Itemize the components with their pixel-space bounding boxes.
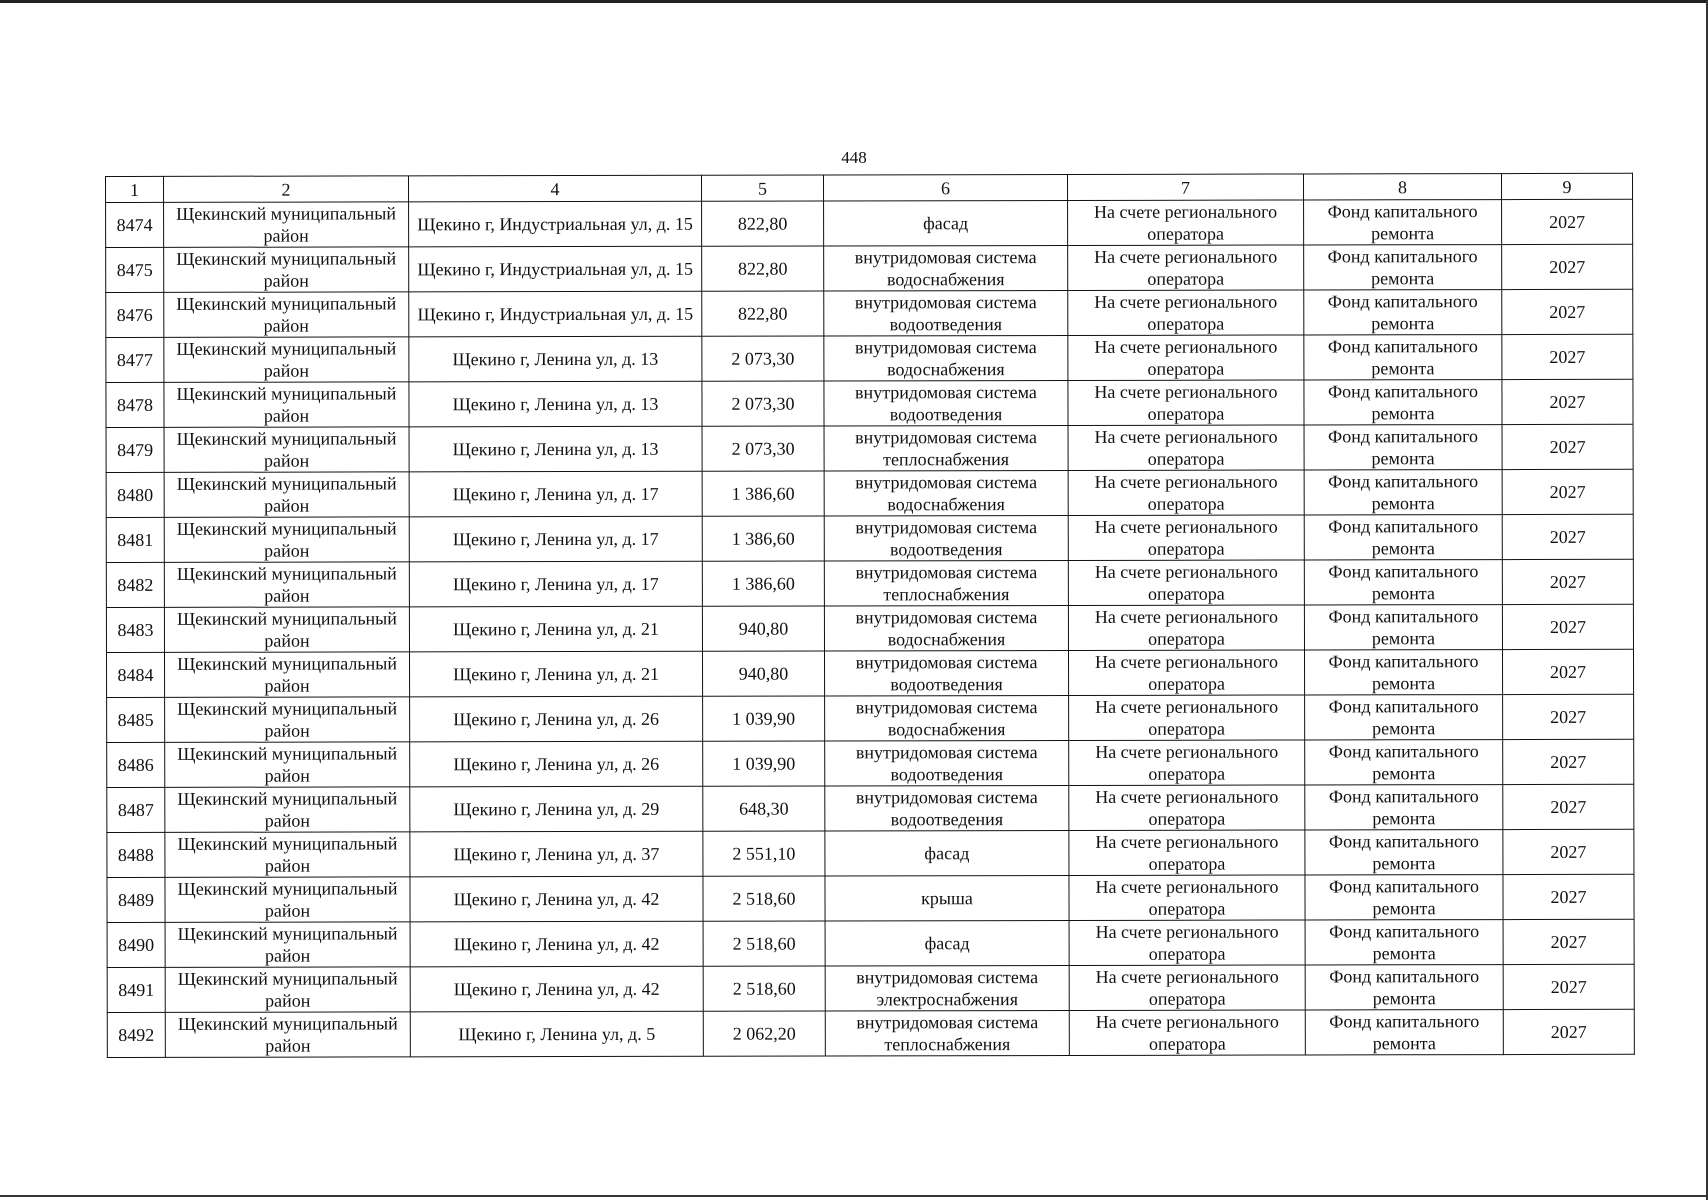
table-row	[107, 919, 1634, 967]
fund-cell: Фонд капитального ремонта	[1304, 470, 1502, 515]
work-type-cell: внутридомовая система водоотведения	[824, 515, 1068, 561]
district-cell: Щекинский муниципальный район	[165, 967, 410, 1013]
table-body	[106, 199, 1635, 1057]
address-cell: Щекино г, Ленина ул, д. 42	[410, 966, 703, 1012]
work-type-cell: внутридомовая система теплоснабжения	[825, 1010, 1069, 1056]
address-cell: Щекино г, Индустриальная ул, д. 15	[409, 246, 702, 292]
year-cell: 2027	[1503, 919, 1634, 964]
work-type-cell: внутридомовая система теплоснабжения	[824, 425, 1068, 471]
area-cell: 822,80	[702, 246, 824, 291]
address-cell: Щекино г, Ленина ул, д. 17	[409, 516, 702, 562]
row-number-cell: 8479	[106, 427, 164, 472]
area-cell: 822,80	[702, 201, 824, 246]
account-cell: На счете регионального оператора	[1068, 605, 1304, 650]
fund-cell: Фонд капитального ремонта	[1304, 560, 1502, 605]
year-cell: 2027	[1502, 604, 1633, 649]
row-number-cell: 8486	[107, 742, 165, 787]
year-cell: 2027	[1502, 649, 1633, 694]
account-cell: На счете регионального оператора	[1069, 875, 1305, 920]
table-row	[106, 514, 1633, 562]
column-number-row	[106, 173, 1633, 202]
table-row	[107, 739, 1634, 787]
address-cell: Щекино г, Ленина ул, д. 42	[410, 876, 703, 922]
district-cell: Щекинский муниципальный район	[164, 292, 409, 338]
table-row	[106, 379, 1633, 427]
address-cell: Щекино г, Ленина ул, д. 37	[410, 831, 703, 877]
account-cell: На счете регионального оператора	[1069, 740, 1305, 785]
column-header: 4	[409, 175, 702, 202]
column-header: 8	[1303, 174, 1501, 200]
fund-cell: Фонд капитального ремонта	[1305, 875, 1503, 920]
column-header: 2	[164, 176, 409, 203]
area-cell: 1 039,90	[703, 741, 825, 786]
work-type-cell: внутридомовая система водоотведения	[824, 380, 1068, 426]
row-number-cell: 8492	[107, 1012, 165, 1057]
account-cell: На счете регионального оператора	[1069, 1010, 1305, 1055]
year-cell: 2027	[1502, 289, 1633, 334]
account-cell: На счете регионального оператора	[1068, 245, 1304, 290]
year-cell: 2027	[1502, 379, 1633, 424]
fund-cell: Фонд капитального ремонта	[1304, 335, 1502, 380]
column-header: 1	[106, 176, 164, 202]
area-cell: 2 073,30	[702, 336, 824, 381]
fund-cell: Фонд капитального ремонта	[1304, 605, 1502, 650]
year-cell: 2027	[1502, 334, 1633, 379]
address-cell: Щекино г, Ленина ул, д. 21	[409, 606, 702, 652]
fund-cell: Фонд капитального ремонта	[1305, 740, 1503, 785]
account-cell: На счете регионального оператора	[1069, 695, 1305, 740]
row-number-cell: 8475	[106, 247, 164, 292]
area-cell: 1 386,60	[702, 561, 824, 606]
work-type-cell: внутридомовая система водоснабжения	[824, 470, 1068, 516]
address-cell: Щекино г, Ленина ул, д. 13	[409, 336, 702, 382]
table-row	[107, 874, 1634, 922]
work-type-cell: внутридомовая система водоотведения	[824, 650, 1068, 696]
table-row	[106, 289, 1633, 337]
district-cell: Щекинский муниципальный район	[164, 337, 409, 383]
district-cell: Щекинский муниципальный район	[164, 607, 409, 653]
fund-cell: Фонд капитального ремонта	[1305, 965, 1503, 1010]
fund-cell: Фонд капитального ремонта	[1305, 1010, 1503, 1055]
area-cell: 2 551,10	[703, 831, 825, 876]
work-type-cell: внутридомовая система водоснабжения	[825, 695, 1069, 741]
work-type-cell: фасад	[824, 200, 1068, 246]
row-number-cell: 8488	[107, 832, 165, 877]
district-cell: Щекинский муниципальный район	[164, 517, 409, 563]
fund-cell: Фонд капитального ремонта	[1305, 785, 1503, 830]
address-cell: Щекино г, Ленина ул, д. 26	[410, 696, 703, 742]
row-number-cell: 8482	[106, 562, 164, 607]
table-row	[107, 829, 1634, 877]
area-cell: 822,80	[702, 291, 824, 336]
account-cell: На счете регионального оператора	[1068, 470, 1304, 515]
district-cell: Щекинский муниципальный район	[164, 472, 409, 518]
fund-cell: Фонд капитального ремонта	[1304, 290, 1502, 335]
fund-cell: Фонд капитального ремонта	[1304, 245, 1502, 290]
work-type-cell: внутридомовая система водоснабжения	[824, 335, 1068, 381]
fund-cell: Фонд капитального ремонта	[1305, 695, 1503, 740]
address-cell: Щекино г, Ленина ул, д. 29	[410, 786, 703, 832]
address-cell: Щекино г, Ленина ул, д. 21	[409, 651, 702, 697]
work-type-cell: фасад	[825, 920, 1069, 966]
district-cell: Щекинский муниципальный район	[165, 832, 410, 878]
district-cell: Щекинский муниципальный район	[165, 922, 410, 968]
capital-repair-table	[105, 173, 1635, 1058]
area-cell: 2 073,30	[702, 381, 824, 426]
row-number-cell: 8489	[107, 877, 165, 922]
row-number-cell: 8487	[107, 787, 165, 832]
work-type-cell: внутридомовая система водоснабжения	[824, 605, 1068, 651]
district-cell: Щекинский муниципальный район	[165, 742, 410, 788]
table-row	[106, 244, 1633, 292]
address-cell: Щекино г, Индустриальная ул, д. 15	[409, 201, 702, 247]
row-number-cell: 8478	[106, 382, 164, 427]
row-number-cell: 8480	[106, 472, 164, 517]
year-cell: 2027	[1502, 469, 1633, 514]
table-row	[106, 199, 1633, 247]
account-cell: На счете регионального оператора	[1069, 785, 1305, 830]
account-cell: На счете регионального оператора	[1068, 200, 1304, 245]
account-cell: На счете регионального оператора	[1068, 380, 1304, 425]
row-number-cell: 8483	[106, 607, 164, 652]
year-cell: 2027	[1502, 424, 1633, 469]
scan-edge-bottom	[0, 1195, 1708, 1197]
address-cell: Щекино г, Ленина ул, д. 13	[409, 381, 702, 427]
column-header: 9	[1501, 173, 1632, 199]
year-cell: 2027	[1502, 559, 1633, 604]
fund-cell: Фонд капитального ремонта	[1304, 200, 1502, 245]
account-cell: На счете регионального оператора	[1068, 425, 1304, 470]
table-row	[106, 649, 1633, 697]
area-cell: 648,30	[703, 786, 825, 831]
year-cell: 2027	[1503, 874, 1634, 919]
area-cell: 2 062,20	[703, 1011, 825, 1056]
year-cell: 2027	[1503, 964, 1634, 1009]
fund-cell: Фонд капитального ремонта	[1305, 920, 1503, 965]
account-cell: На счете регионального оператора	[1068, 650, 1304, 695]
scan-edge-top	[0, 0, 1708, 3]
table-row	[106, 424, 1633, 472]
work-type-cell: внутридомовая система водоснабжения	[824, 245, 1068, 291]
work-type-cell: внутридомовая система водоотведения	[824, 290, 1068, 336]
row-number-cell: 8481	[106, 517, 164, 562]
column-header: 7	[1067, 174, 1303, 200]
row-number-cell: 8477	[106, 337, 164, 382]
address-cell: Щекино г, Ленина ул, д. 5	[410, 1011, 703, 1057]
table-row	[106, 604, 1633, 652]
work-type-cell: внутридомовая система электроснабжения	[825, 965, 1069, 1011]
area-cell: 2 518,60	[703, 921, 825, 966]
table-row	[107, 784, 1634, 832]
district-cell: Щекинский муниципальный район	[165, 697, 410, 743]
work-type-cell: внутридомовая система теплоснабжения	[824, 560, 1068, 606]
account-cell: На счете регионального оператора	[1068, 335, 1304, 380]
year-cell: 2027	[1503, 694, 1634, 739]
address-cell: Щекино г, Ленина ул, д. 26	[410, 741, 703, 787]
table-row	[106, 559, 1633, 607]
work-type-cell: внутридомовая система водоотведения	[825, 785, 1069, 831]
district-cell: Щекинский муниципальный район	[164, 247, 409, 293]
address-cell: Щекино г, Индустриальная ул, д. 15	[409, 291, 702, 337]
district-cell: Щекинский муниципальный район	[164, 202, 409, 248]
year-cell: 2027	[1502, 199, 1633, 244]
table-row	[107, 1009, 1634, 1057]
district-cell: Щекинский муниципальный район	[164, 652, 409, 698]
area-cell: 2 073,30	[702, 426, 824, 471]
area-cell: 1 386,60	[702, 516, 824, 561]
table-row	[107, 694, 1634, 742]
fund-cell: Фонд капитального ремонта	[1305, 830, 1503, 875]
district-cell: Щекинский муниципальный район	[164, 382, 409, 428]
table-row	[106, 334, 1633, 382]
year-cell: 2027	[1502, 244, 1633, 289]
year-cell: 2027	[1503, 829, 1634, 874]
address-cell: Щекино г, Ленина ул, д. 17	[409, 561, 702, 607]
row-number-cell: 8484	[106, 652, 164, 697]
table-row	[107, 964, 1634, 1012]
district-cell: Щекинский муниципальный район	[165, 787, 410, 833]
row-number-cell: 8491	[107, 967, 165, 1012]
area-cell: 1 386,60	[702, 471, 824, 516]
area-cell: 2 518,60	[703, 966, 825, 1011]
row-number-cell: 8490	[107, 922, 165, 967]
district-cell: Щекинский муниципальный район	[164, 562, 409, 608]
district-cell: Щекинский муниципальный район	[165, 877, 410, 923]
work-type-cell: внутридомовая система водоотведения	[825, 740, 1069, 786]
column-header: 5	[701, 175, 823, 201]
area-cell: 1 039,90	[703, 696, 825, 741]
year-cell: 2027	[1503, 1009, 1634, 1054]
row-number-cell: 8474	[106, 202, 164, 247]
account-cell: На счете регионального оператора	[1069, 920, 1305, 965]
area-cell: 940,80	[702, 606, 824, 651]
area-cell: 940,80	[702, 651, 824, 696]
row-number-cell: 8476	[106, 292, 164, 337]
account-cell: На счете регионального оператора	[1068, 515, 1304, 560]
account-cell: На счете регионального оператора	[1068, 560, 1304, 605]
address-cell: Щекино г, Ленина ул, д. 17	[409, 471, 702, 517]
address-cell: Щекино г, Ленина ул, д. 13	[409, 426, 702, 472]
fund-cell: Фонд капитального ремонта	[1304, 380, 1502, 425]
district-cell: Щекинский муниципальный район	[164, 427, 409, 473]
fund-cell: Фонд капитального ремонта	[1304, 650, 1502, 695]
account-cell: На счете регионального оператора	[1068, 290, 1304, 335]
year-cell: 2027	[1503, 739, 1634, 784]
table-row	[106, 469, 1633, 517]
year-cell: 2027	[1502, 514, 1633, 559]
fund-cell: Фонд капитального ремонта	[1304, 425, 1502, 470]
account-cell: На счете регионального оператора	[1069, 830, 1305, 875]
work-type-cell: крыша	[825, 875, 1069, 921]
area-cell: 2 518,60	[703, 876, 825, 921]
column-header: 6	[823, 174, 1067, 201]
year-cell: 2027	[1503, 784, 1634, 829]
row-number-cell: 8485	[107, 697, 165, 742]
work-type-cell: фасад	[825, 830, 1069, 876]
address-cell: Щекино г, Ленина ул, д. 42	[410, 921, 703, 967]
page-number: 448	[841, 148, 867, 167]
fund-cell: Фонд капитального ремонта	[1304, 515, 1502, 560]
district-cell: Щекинский муниципальный район	[165, 1012, 410, 1058]
account-cell: На счете регионального оператора	[1069, 965, 1305, 1010]
